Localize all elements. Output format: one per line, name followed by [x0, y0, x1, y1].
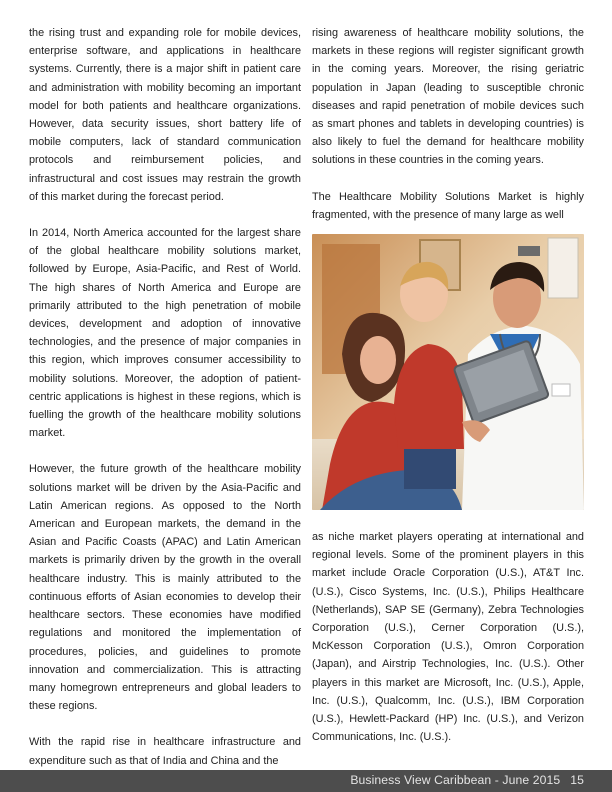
article-column-right-bottom	[312, 528, 584, 746]
paragraph: as niche market players operating at international and regional levels. Some of the prominent players in this market include Oracle Corporation (U.S.), AT&T Inc. (U.S.), Cisco Systems, Inc. (U.S.), Philips Healthcare (Netherlands), SAP SE (Germany), Zebra Technologies Corporation (U.S.), Cerner Corporation (U.S.), McKesson Corporation (U.S.), Omron Corporation (Japan), and Airstrip Technologies, Inc. (U.S.). Other players in this market are Microsoft, Inc. (U.S.), Apple, Inc. (U.S.), Qualcomm, Inc. (U.S.), IBM Corporation (U.S.), Hewlett-Packard (HP) Inc. (U.S.), and Verizon Communications, Inc. (U.S.).	[312, 531, 584, 744]
paragraph: rising awareness of healthcare mobility solutions, the markets in these regions will register significant growth in the coming years. Moreover, the rising geriatric population in Japan (leading to susceptible chronic diseases and rapid penetration of mobile devices such as smart phones and tablets in developing countries) is also likely to fuel the demand for healthcare mobility solutions in these countries in the coming years.	[312, 27, 584, 167]
publication-name: Business View Caribbean - June 2015	[350, 773, 561, 787]
photo-illustration	[312, 234, 584, 510]
paragraph: However, the future growth of the healthcare mobility solutions market will be driven by the Asia-Pacific and Latin American regions. As opposed to the North American and European markets, the demand in the Asian and Pacific Coasts (APAC) and Latin American markets is primarily driven by the growth in the overall healthcare industry. This is mainly attributed to the continuous efforts of Asian economies to develop their healthcare sectors. These economies have modified regulations and monitored the implementation of procedures, policies, and guidelines to promote innovation and commercialization. This is attracting many homegrown entrepreneurs and global leaders to these regions.	[29, 463, 301, 713]
paragraph: With the rapid rise in healthcare infrastructure and expenditure such as that of India and China and the	[29, 736, 301, 767]
paragraph: the rising trust and expanding role for mobile devices, enterprise software, and applications in healthcare systems. Currently, there is a major shift in patient care and administration with mobility becoming an important model for both patients and healthcare organizations. However, data security issues, short battery life of mobile computers, lack of standard communication protocols and reimbursement policies, and infrastructural and cost issues may restrain the growth of this market during the forecast period.	[29, 27, 301, 203]
page-footer	[0, 770, 612, 792]
article-photo	[312, 234, 584, 510]
page-number: 15	[570, 773, 584, 787]
article-column-right-top	[312, 24, 584, 224]
footer-text	[350, 773, 584, 787]
article-column-left	[29, 24, 301, 770]
paragraph: The Healthcare Mobility Solutions Market is highly fragmented, with the presence of many large as well	[312, 190, 584, 221]
paragraph: In 2014, North America accounted for the largest share of the global healthcare mobility solutions market, followed by Europe, Asia-Pacific, and Rest of World. The high shares of North America and Europe are primarily attributed to the high penetration of mobile devices, development and adoption of innovative technologies, and the presence of major companies in this region, which improves consumer accessibility to mobility solutions. Moreover, the adoption of patient-centric applications is highest in these regions, which is fuelling the growth of the healthcare mobility solutions market.	[29, 227, 301, 440]
